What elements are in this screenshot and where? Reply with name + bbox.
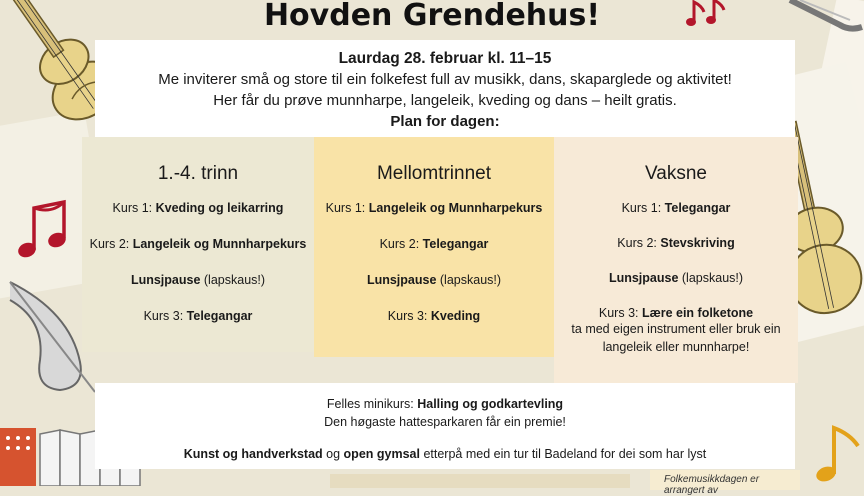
schedule-item: Kurs 3: Telegangar bbox=[143, 309, 253, 323]
column-heading: Vaksne bbox=[645, 163, 707, 184]
schedule-column-1-4-trinn bbox=[82, 137, 314, 352]
schedule-item: Kurs 1: Telegangar bbox=[621, 201, 731, 215]
column-heading: Mellomtrinnet bbox=[376, 163, 492, 184]
schedule-item: Kurs 1: Kveding og leikarring bbox=[112, 201, 284, 215]
schedule-column-mellomtrinnet bbox=[314, 137, 554, 357]
schedule-item: Kurs 2: Langeleik og Munnharpekurs bbox=[89, 237, 307, 251]
schedule-item: Lunsjpause (lapskaus!) bbox=[130, 273, 266, 287]
schedule-item: Kurs 2: Telegangar bbox=[379, 237, 489, 251]
schedule-item: Kurs 1: Langeleik og Munnharpekurs bbox=[325, 201, 543, 215]
intro-line: Her får du prøve munnharpe, langeleik, kveding og dans – heilt gratis. bbox=[213, 92, 677, 109]
music-note-icon bbox=[14, 198, 74, 264]
activities-line: Kunst og handverkstad og open gymsal etterpå med ein tur til Badeland for dei som har lyst bbox=[183, 447, 707, 461]
plan-heading: Plan for dagen: bbox=[390, 113, 500, 130]
schedule-item: Lunsjpause (lapskaus!) bbox=[608, 271, 744, 285]
schedule-item: Lunsjpause (lapskaus!) bbox=[366, 273, 502, 287]
music-note-icon bbox=[812, 424, 864, 486]
intro-box bbox=[95, 40, 795, 140]
event-date: Laurdag 28. februar kl. 11–15 bbox=[338, 50, 552, 67]
column-heading: 1.-4. trinn bbox=[157, 163, 239, 184]
schedule-column-vaksne bbox=[554, 137, 798, 383]
minicourse-line: Felles minikurs: Halling og godkartevling bbox=[326, 397, 564, 411]
organizer-note: Folkemusikkdagen er arrangert av bbox=[650, 470, 800, 490]
schedule-item: Kurs 3: Kveding bbox=[387, 309, 481, 323]
course-note: ta med eigen instrument eller bruk ein bbox=[571, 322, 781, 336]
schedule-item: Kurs 3: Lære ein folketone bbox=[598, 306, 754, 320]
intro-line: Me inviterer små og store til ein folkefest full av musikk, dans, skaparglede og aktivitet! bbox=[158, 71, 732, 88]
course-note: langeleik eller munnharpe! bbox=[602, 340, 750, 354]
prize-line: Den høgaste hattesparkaren får ein premie! bbox=[324, 415, 566, 429]
schedule-item: Kurs 2: Stevskriving bbox=[617, 236, 735, 250]
bottom-info-box bbox=[95, 383, 795, 469]
page-title: Hovden Grendehus! bbox=[263, 0, 601, 33]
